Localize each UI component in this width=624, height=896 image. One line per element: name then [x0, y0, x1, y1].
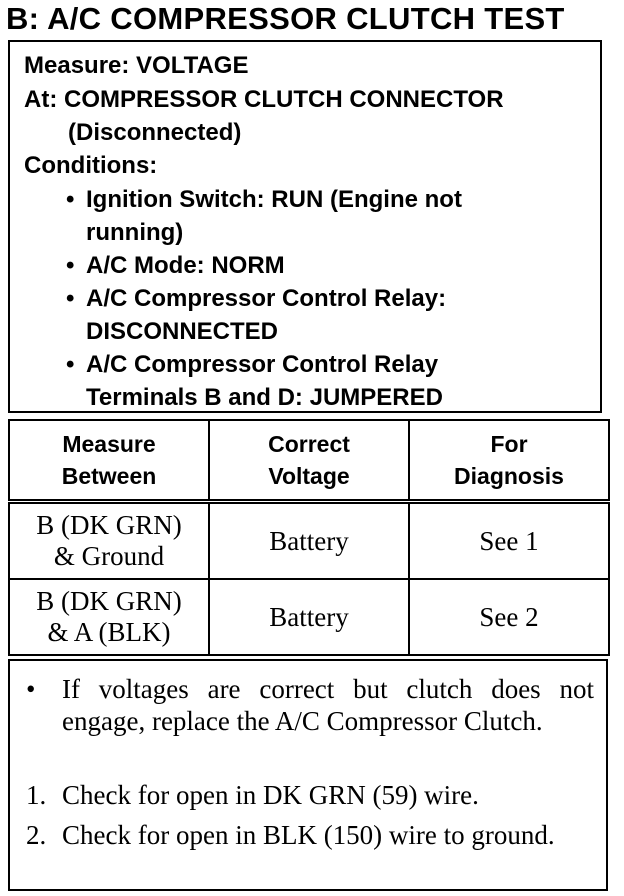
- header-line: Diagnosis: [454, 463, 564, 489]
- column-header-measure-between: [9, 420, 209, 502]
- condition-text-continued: running): [86, 219, 184, 246]
- conditions-label: Conditions:: [24, 152, 158, 179]
- condition-text: A/C Compressor Control Relay:: [86, 285, 447, 312]
- cell-line: B (DK GRN): [36, 586, 182, 616]
- correct-voltage-cell: Battery: [209, 502, 409, 580]
- bullet-icon: •: [66, 186, 75, 213]
- condition-bullet: [66, 282, 446, 315]
- column-header-correct-voltage: [209, 420, 409, 502]
- condition-text-continued: Terminals B and D: JUMPERED: [86, 384, 443, 411]
- note-item: [26, 819, 594, 851]
- condition-bullet: [66, 348, 438, 381]
- condition-bullet: [66, 249, 285, 282]
- header-line: Measure: [62, 431, 156, 457]
- measure-between-cell: [9, 579, 209, 655]
- cell-line: & A (BLK): [47, 617, 171, 647]
- measure-between-cell: [9, 502, 209, 580]
- bullet-icon: •: [66, 351, 75, 378]
- test-conditions-box: [8, 40, 602, 413]
- note-number: 1.: [26, 780, 47, 810]
- cell-line: & Ground: [53, 541, 165, 571]
- condition-text: A/C Mode: NORM: [86, 252, 285, 279]
- note-item: [26, 779, 594, 811]
- header-line: Between: [61, 463, 157, 489]
- header-line: Correct: [268, 431, 350, 457]
- bullet-icon: •: [26, 674, 36, 704]
- bullet-icon: •: [66, 252, 75, 279]
- header-line: For: [490, 431, 528, 457]
- condition-bullet: [66, 183, 462, 216]
- note-text: Check for open in DK GRN (59) wire.: [62, 780, 479, 810]
- measure-line: Measure: VOLTAGE: [24, 52, 249, 79]
- condition-text-continued: DISCONNECTED: [86, 318, 279, 345]
- diagnosis-notes-box: [8, 659, 608, 891]
- note-text: If voltages are correct but clutch does not engage, replace the A/C Compressor Clutch.: [62, 674, 594, 736]
- bullet-icon: •: [66, 285, 75, 312]
- condition-text: Ignition Switch: RUN (Engine not: [86, 186, 462, 213]
- correct-voltage-cell: Battery: [209, 579, 409, 655]
- header-line: Voltage: [268, 463, 350, 489]
- table-header-row: [9, 420, 609, 502]
- page-title: B: A/C COMPRESSOR CLUTCH TEST: [6, 1, 565, 36]
- table-row: [9, 579, 609, 655]
- cell-line: B (DK GRN): [36, 510, 182, 540]
- at-line-continued: (Disconnected): [68, 119, 242, 146]
- for-diagnosis-cell: See 2: [409, 579, 609, 655]
- column-header-for-diagnosis: [409, 420, 609, 502]
- condition-text: A/C Compressor Control Relay: [86, 351, 439, 378]
- note-text: Check for open in BLK (150) wire to ground.: [62, 820, 555, 850]
- at-line: At: COMPRESSOR CLUTCH CONNECTOR: [24, 86, 504, 113]
- table-row: [9, 502, 609, 580]
- note-number: 2.: [26, 820, 47, 850]
- measurement-table: [8, 419, 610, 656]
- note-item: [26, 673, 594, 737]
- for-diagnosis-cell: See 1: [409, 502, 609, 580]
